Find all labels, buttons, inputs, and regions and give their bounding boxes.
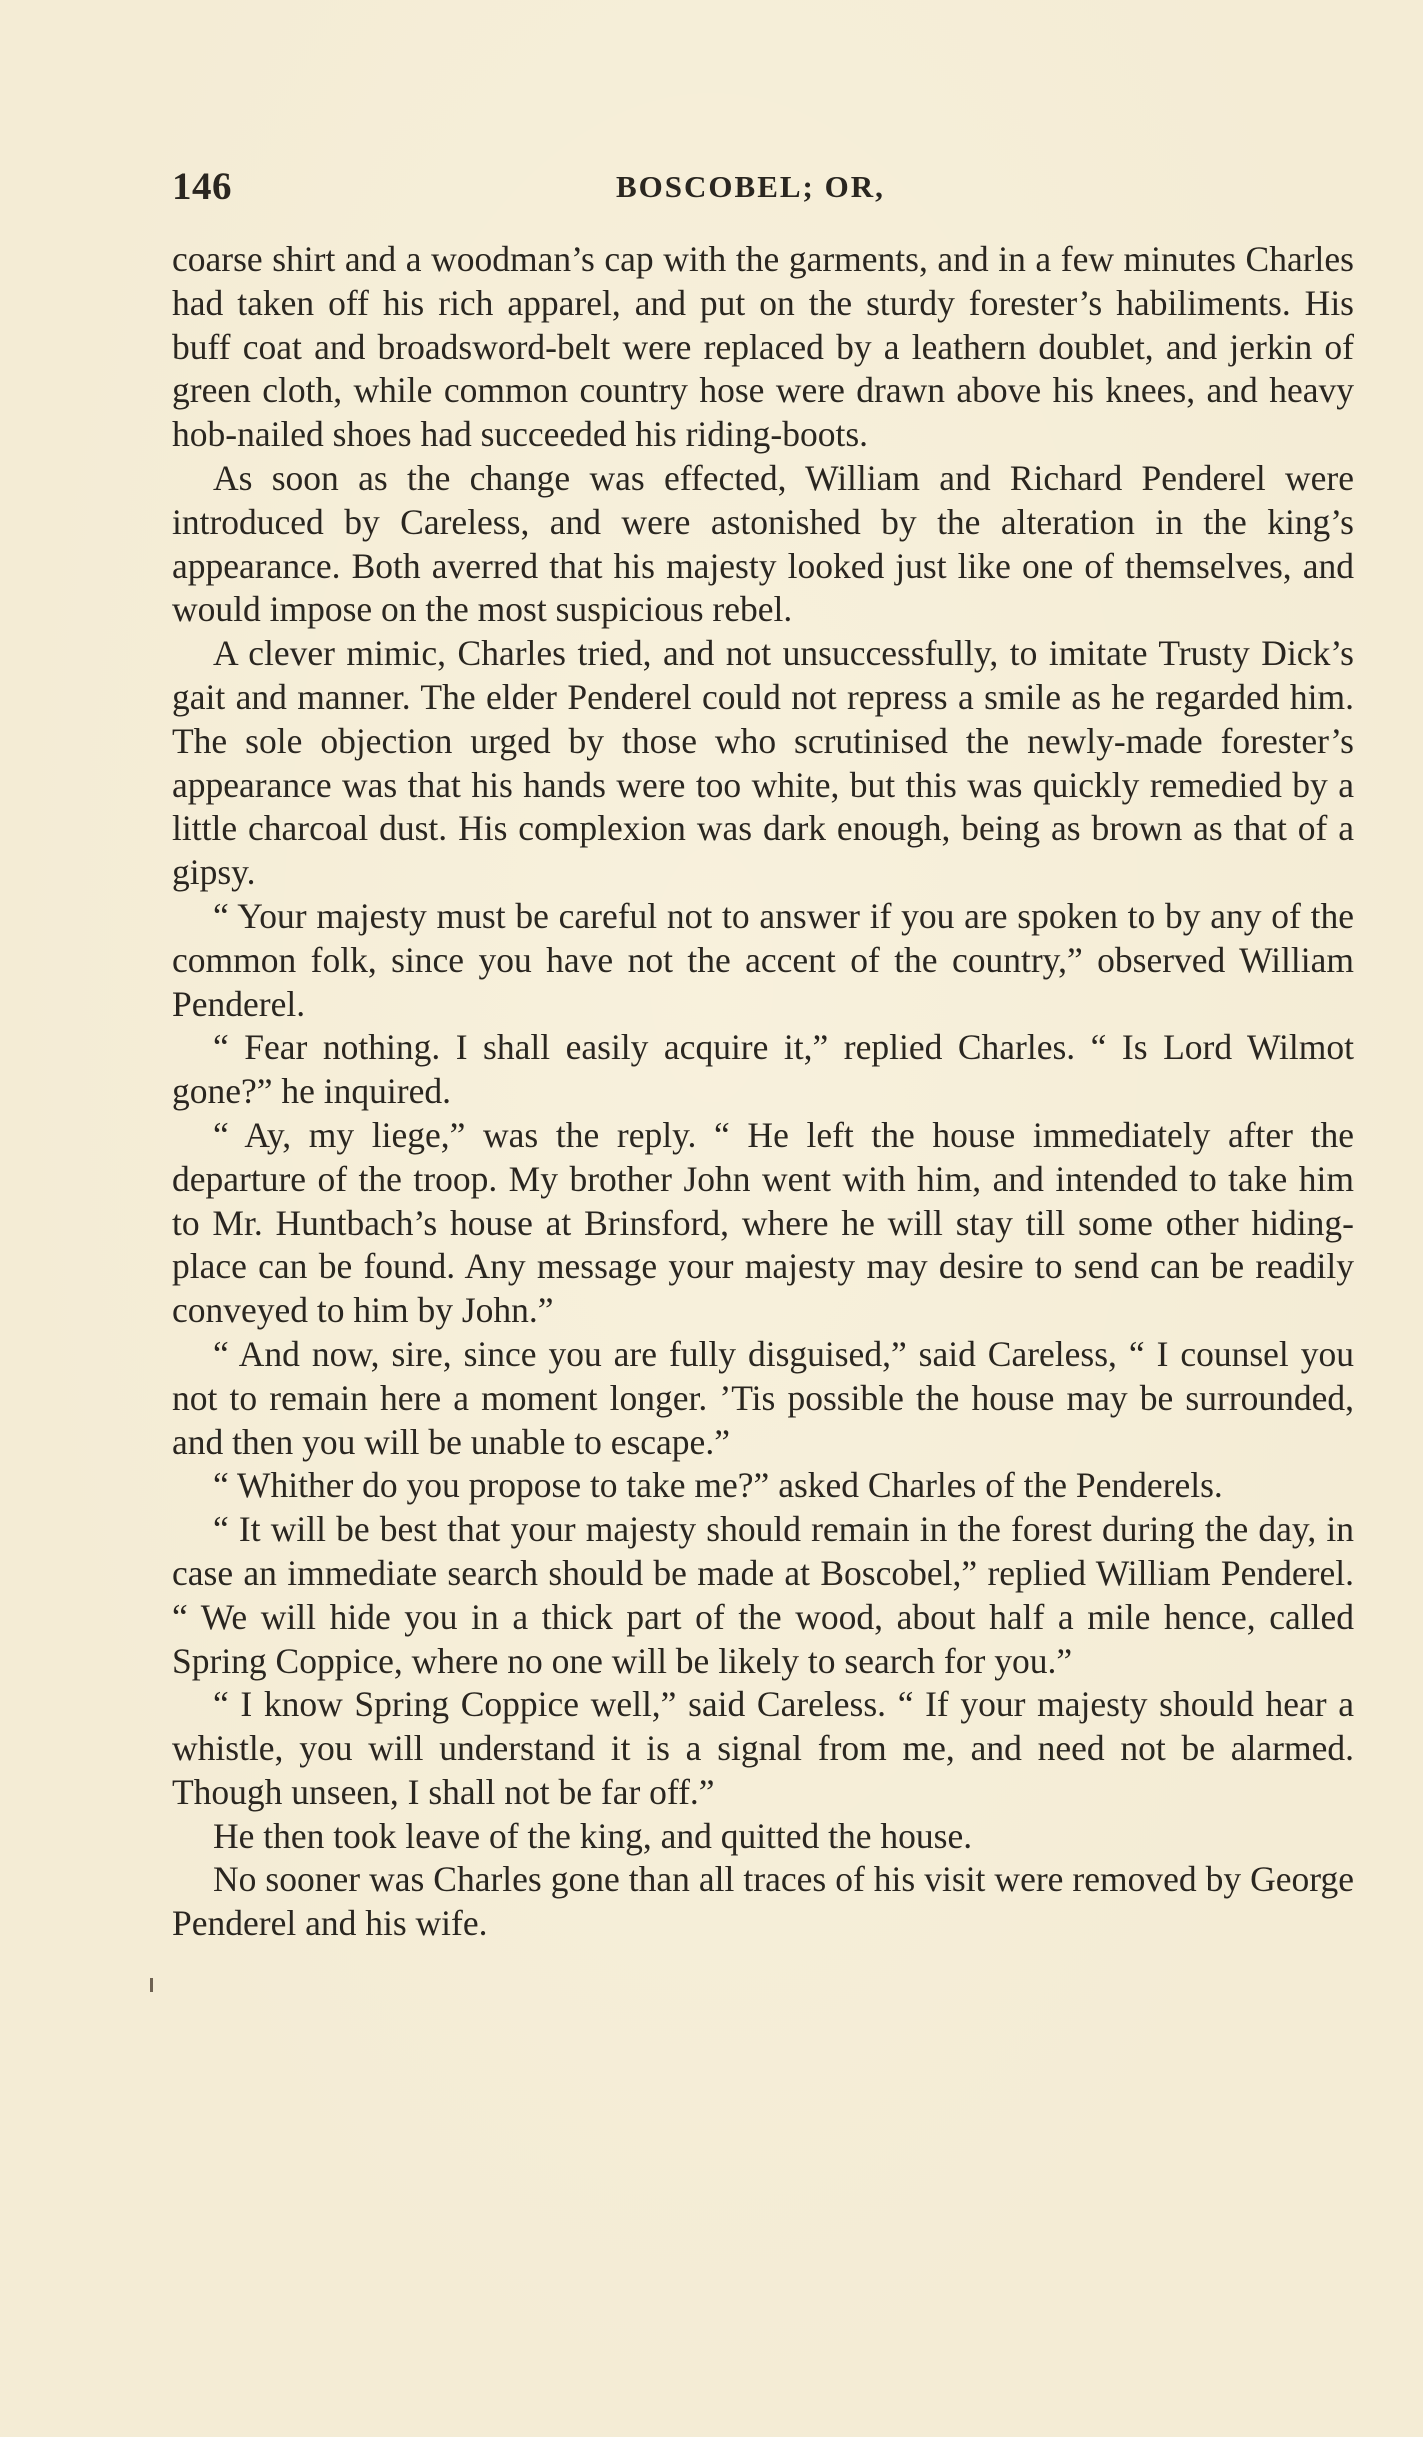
margin-mark xyxy=(150,1978,153,1992)
paragraph: As soon as the change was effected, William and Richard Penderel were introduced by Careless, and were astonished by the alteration in the king’s appearance. Both averred that his majesty looked just like one of themselves, and would impose on the most suspicious rebel. xyxy=(172,457,1354,630)
body-text xyxy=(172,238,1354,1946)
paragraph: “ It will be best that your majesty should remain in the forest during the day, in case an immediate search should be made at Boscobel,” replied William Penderel. “ We will hide you in a thick part of the wood, about half a mile hence, called Spring Coppice, where no one will be likely to search for you.” xyxy=(172,1509,1354,1681)
paragraph: No sooner was Charles gone than all traces of his visit were removed by George Penderel and his wife. xyxy=(172,1859,1354,1944)
paragraph: “ Ay, my liege,” was the reply. “ He left the house immediately after the departure of the troop. My brother John went with him, and intended to take him to Mr. Huntbach’s house at Brinsford, where he will stay till some other hiding-place can be found. Any message your majesty may desire to send can be readily conveyed to him by John.” xyxy=(172,1114,1354,1331)
running-title: BOSCOBEL; OR, xyxy=(616,169,885,204)
paragraph: “ And now, sire, since you are fully disguised,” said Careless, “ I counsel you not to remain here a moment longer. ’Tis possible the house may be surrounded, and then you will be unable to escape.” xyxy=(172,1333,1354,1462)
paragraph-continued: coarse shirt and a woodman’s cap with the garments, and in a few minutes Charles had taken off his rich apparel, and put on the sturdy forester’s habiliments. His buff coat and broadsword-belt were replaced by a leathern doublet, and jerkin of green cloth, while common country hose were drawn above his knees, and heavy hob-nailed shoes had succeeded his riding-boots. xyxy=(172,239,1354,455)
paragraph: “ I know Spring Coppice well,” said Careless. “ If your majesty should hear a whistle, you will understand it is a signal from me, and need not be alarmed. Though unseen, I shall not be far off.” xyxy=(172,1684,1354,1812)
paragraph: “ Fear nothing. I shall easily acquire it,” replied Charles. “ Is Lord Wilmot gone?” he inquired. xyxy=(172,1027,1354,1112)
paragraph: He then took leave of the king, and quitted the house. xyxy=(213,1815,973,1856)
page-header xyxy=(172,162,1352,212)
paragraph: “ Your majesty must be careful not to answer if you are spoken to by any of the common folk, since you have not the accent of the country,” observed William Penderel. xyxy=(172,895,1354,1024)
paragraph: “ Whither do you propose to take me?” asked Charles of the Penderels. xyxy=(213,1465,1223,1506)
paragraph: A clever mimic, Charles tried, and not unsuccessfully, to imitate Trusty Dick’s gait and manner. The elder Penderel could not repress a smile as he regarded him. The sole objection urged by those who scrutinised the newly-made forester’s appearance was that his hands were too white, but this was quickly remedied by a little charcoal dust. His complexion was dark enough, being as brown as that of a gipsy. xyxy=(172,633,1354,893)
page-number: 146 xyxy=(172,165,232,208)
